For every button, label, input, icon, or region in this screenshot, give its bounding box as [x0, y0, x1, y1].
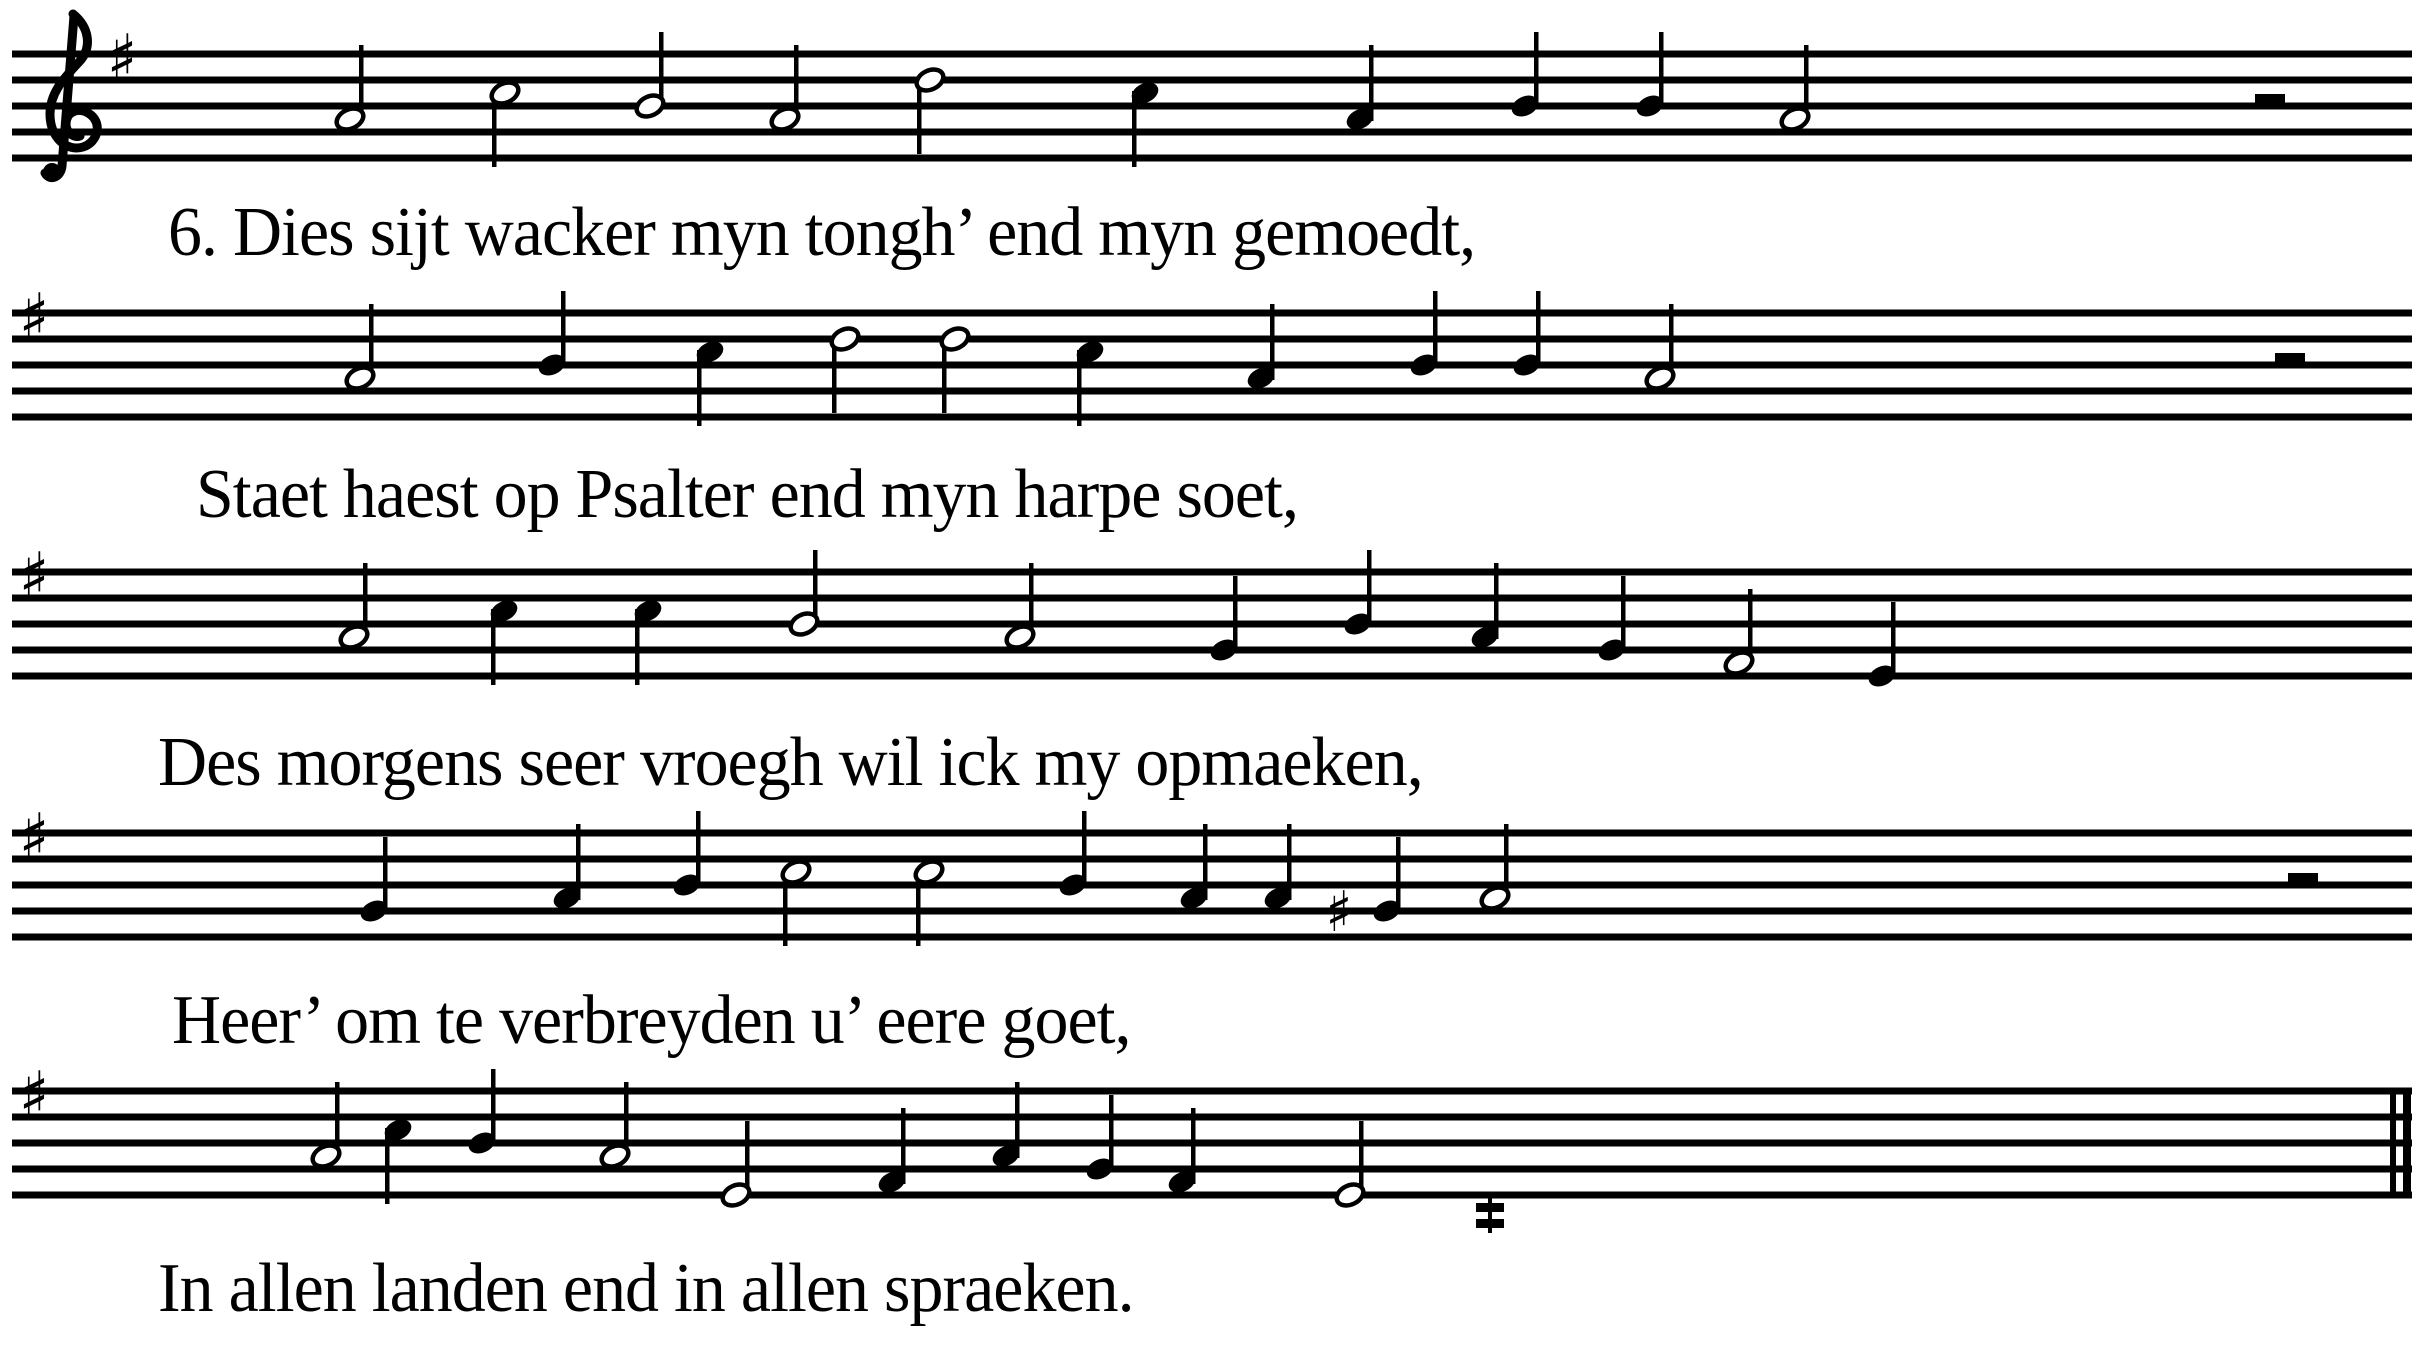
staff-line [12, 155, 2412, 162]
half-rest [2275, 353, 2305, 365]
lyric-line-4: Heer’ om te verbreyden u’ eere goet, [172, 982, 1131, 1059]
staff-line [12, 129, 2412, 136]
staff-line [12, 595, 2412, 602]
staff-line [12, 1166, 2412, 1173]
final-barline-thick [2403, 1088, 2411, 1198]
staff-line [12, 830, 2412, 837]
note-stem [1015, 1082, 1020, 1158]
staff-line [12, 103, 2412, 110]
note-stem [561, 291, 566, 367]
note-stem [1132, 91, 1137, 167]
note-stem [1659, 32, 1664, 108]
half-notehead [938, 324, 971, 353]
note-stem [385, 1128, 390, 1204]
half-notehead [633, 91, 666, 120]
key-signature-sharp: ♯ [18, 801, 50, 875]
staff-line [12, 1140, 2412, 1147]
note-stem [696, 811, 701, 887]
note-stem [1369, 45, 1374, 121]
staff-line [12, 569, 2412, 576]
note-stem [1621, 576, 1626, 652]
lyric-line-5: In allen landen end in allen spraeken. [158, 1250, 1134, 1327]
note-stem [1082, 811, 1087, 887]
note-stem [1534, 32, 1539, 108]
half-notehead [913, 65, 946, 94]
note-stem [1109, 1095, 1114, 1171]
end-mark-bar [1476, 1203, 1504, 1212]
note-stem [1396, 837, 1401, 913]
note-stem [576, 824, 581, 900]
note-stem [1203, 824, 1208, 900]
sharp-accidental: ♯ [1325, 880, 1353, 945]
note-stem [1077, 350, 1082, 426]
staff-line [12, 1088, 2412, 1095]
note-stem [1287, 824, 1292, 900]
lyric-line-1: 6. Dies sijt wacker myn tongh’ end myn gemoedt, [168, 194, 1476, 271]
staff-line [12, 621, 2412, 628]
note-stem [1536, 291, 1541, 367]
note-stem [491, 609, 496, 685]
note-stem [1433, 291, 1438, 367]
staff-line [12, 856, 2412, 863]
staff-line [12, 388, 2412, 395]
note-stem [635, 609, 640, 685]
half-notehead [1333, 1180, 1366, 1209]
note-stem [1891, 602, 1896, 678]
staff-line [12, 414, 2412, 421]
staff-line [12, 77, 2412, 84]
staff-line [12, 882, 2412, 889]
half-rest [2255, 94, 2285, 106]
staff-line [12, 1114, 2412, 1121]
note-stem [1367, 550, 1372, 626]
half-notehead [828, 324, 861, 353]
key-signature-sharp: ♯ [18, 281, 50, 355]
note-stem [697, 350, 702, 426]
note-stem [383, 837, 388, 913]
key-signature-sharp: ♯ [18, 540, 50, 614]
lyric-line-2: Staet haest op Psalter end myn harpe soet, [196, 456, 1298, 533]
note-stem [1494, 563, 1499, 639]
staff-line [12, 934, 2412, 941]
note-stem [1270, 304, 1275, 380]
note-stem [901, 1108, 906, 1184]
note-stem [491, 1069, 496, 1145]
staff-line [12, 51, 2412, 58]
note-stem [1191, 1108, 1196, 1184]
half-notehead [787, 609, 820, 638]
lyric-line-3: Des morgens seer vroegh wil ick my opmaeken, [158, 724, 1423, 801]
staff-line [12, 1192, 2412, 1199]
end-mark-bar [1476, 1219, 1504, 1228]
note-stem [1233, 576, 1238, 652]
half-notehead [719, 1180, 752, 1209]
half-rest [2288, 873, 2318, 885]
key-signature-sharp: ♯ [18, 1059, 50, 1133]
key-signature-sharp: ♯ [106, 22, 138, 96]
staff-line [12, 673, 2412, 680]
final-barline-thin [2390, 1088, 2396, 1198]
